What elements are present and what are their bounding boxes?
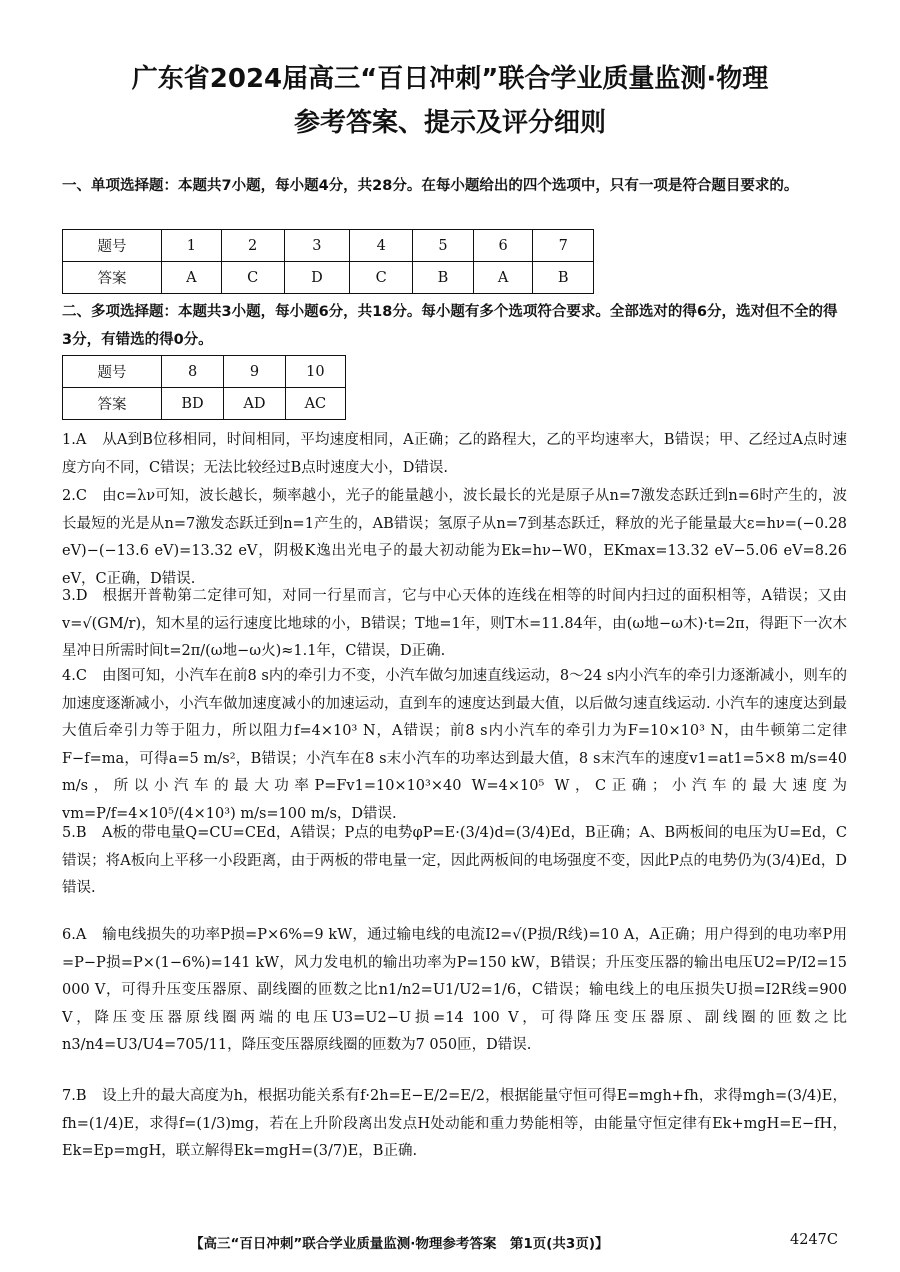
page-title: 广东省2024届高三“百日冲刺”联合学业质量监测·物理 bbox=[131, 64, 769, 94]
table-cell: 题号 bbox=[63, 356, 162, 388]
table-row bbox=[63, 356, 346, 388]
answer-item-5 bbox=[62, 820, 847, 903]
page-subtitle: 参考答案、提示及评分细则 bbox=[293, 108, 606, 138]
table-cell: BD bbox=[162, 388, 224, 420]
answer-item-3 bbox=[62, 583, 847, 666]
table-cell: AC bbox=[285, 388, 345, 420]
item-explanation: 从A到B位移相同，时间相同，平均速度相同，A正确；乙的路程大，乙的平均速率大，B错误；甲、乙经过A点时速度方向不同，C错误；无法比较经过B点时速度大小，D错误. bbox=[62, 432, 847, 476]
section1-heading: 一、单项选择题：本题共7小题，每小题4分，共28分。在每小题给出的四个选项中，只有一项是符合题目要求的。 bbox=[62, 178, 799, 194]
table-cell: 题号 bbox=[63, 230, 162, 262]
table-cell: C bbox=[221, 262, 284, 294]
item-explanation: 设上升的最大高度为h，根据功能关系有f·2h=E−E/2=E/2，根据能量守恒可得E=mgh+fh，求得mgh=(3/4)E，fh=(1/4)E，求得f=(1/3)mg，若在上升阶段离出发点H处动能和重力势能相等，由能量守恒定律有Ek+mgH=E−fH，Ek=Ep=mgH，联立解得Ek=mgH=(3/7)E，B正确. bbox=[62, 1088, 847, 1160]
table-cell: AD bbox=[224, 388, 286, 420]
item-number: 1.A bbox=[62, 432, 87, 448]
table-cell: A bbox=[473, 262, 533, 294]
table-cell: 7 bbox=[533, 230, 594, 262]
table-cell: B bbox=[533, 262, 594, 294]
table-cell: 9 bbox=[224, 356, 286, 388]
table-row bbox=[63, 262, 594, 294]
answer-item-6 bbox=[62, 922, 847, 1060]
item-explanation: 根据开普勒第二定律可知，对同一行星而言，它与中心天体的连线在相等的时间内扫过的面积相等，A错误；又由v=√(GM/r)，知木星的运行速度比地球的小，B错误；T地=1年，则T木=11.84年，由(ω地−ω木)·t=2π，得距下一次木星冲日所需时间t=2π/(ω地−ω火)≈1.1年，C错误，D正确. bbox=[62, 588, 847, 660]
table-cell: 2 bbox=[221, 230, 284, 262]
table-row bbox=[63, 388, 346, 420]
table-cell: B bbox=[413, 262, 474, 294]
answer-item-2 bbox=[62, 483, 847, 593]
item-explanation: 由c=λν可知，波长越长，频率越小，光子的能量越小，波长最长的光是原子从n=7激发态跃迁到n=6时产生的，波长最短的光是从n=7激发态跃迁到n=1产生的，AB错误；氢原子从n=7到基态跃迁，释放的光子能量最大ε=hν=(−0.28 eV)−(−13.6 eV)=13.32 eV，阴极K逸出光电子的最大初动能为Ek=hν−W0，EKmax=13.32 eV−5.06 eV=8.26 eV，C正确，D错误. bbox=[62, 488, 847, 587]
table-cell: 3 bbox=[284, 230, 350, 262]
footer-label: 【高三“百日冲刺”联合学业质量监测·物理参考答案 第1页(共3页)】 bbox=[190, 1236, 609, 1252]
item-number: 6.A bbox=[62, 927, 87, 943]
item-explanation: 输电线损失的功率P损=P×6%=9 kW，通过输电线的电流I2=√(P损/R线)=10 A，A正确；用户得到的电功率P用=P−P损=P×(1−6%)=141 kW，风力发电机的输出功率为P=150 kW，B错误；升压变压器的输出电压U2=P/I2=15 000 V，可得升压变压器原、副线圈的匝数之比n1/n2=U1/U2=1/6，C错误；输电线上的电压损失U损=I2R线=900 V，降压变压器原线圈两端的电压U3=U2−U损=14 100 V，可得降压变压器原、副线圈的匝数之比n3/n4=U3/U4=705/11，降压变压器原线圈的匝数为7 050匝，D错误. bbox=[62, 927, 847, 1054]
item-explanation: 由图可知，小汽车在前8 s内的牵引力不变，小汽车做匀加速直线运动，8～24 s内小汽车的牵引力逐渐减小，则车的加速度逐渐减小，小汽车做加速度减小的加速运动，直到车的速度达到最大值，以后做匀速直线运动. 小汽车的速度达到最大值后牵引力等于阻力，所以阻力f=4×10³ N，A错误；前8 s内小汽车的牵引力为F=10×10³ N，由牛顿第二定律F−f=ma，可得a=5 m/s²，B错误；小汽车在8 s末小汽车的功率达到最大值，8 s末汽车的速度v1=at1=5×8 m/s=40 m/s，所以小汽车的最大功率P=Fv1=10×10³×40 W=4×10⁵ W，C正确；小汽车的最大速度为vm=P/f=4×10⁵/(4×10³) m/s=100 m/s，D错误. bbox=[62, 668, 847, 822]
table-cell: 5 bbox=[413, 230, 474, 262]
table-cell: A bbox=[162, 262, 222, 294]
answer-item-7 bbox=[62, 1083, 847, 1166]
item-number: 3.D bbox=[62, 588, 88, 604]
item-number: 5.B bbox=[62, 825, 87, 841]
table-cell: 1 bbox=[162, 230, 222, 262]
table-cell: 答案 bbox=[63, 388, 162, 420]
paper-code: 4247C bbox=[790, 1232, 838, 1248]
answer-item-1 bbox=[62, 427, 847, 482]
table-cell: 6 bbox=[473, 230, 533, 262]
answer-item-4 bbox=[62, 663, 847, 829]
item-explanation: A板的带电量Q=CU=CEd，A错误；P点的电势φP=E·(3/4)d=(3/4)Ed，B正确；A、B两板间的电压为U=Ed，C错误；将A板向上平移一小段距离，由于两板的带电量一定，因此两板间的电场强度不变，因此P点的电势仍为(3/4)Ed，D错误. bbox=[62, 825, 847, 897]
section2-heading: 二、多项选择题：本题共3小题，每小题6分，共18分。每小题有多个选项符合要求。全部选对的得6分，选对但不全的得3分，有错选的得0分。 bbox=[62, 304, 838, 348]
table-cell: 8 bbox=[162, 356, 224, 388]
table-cell: 4 bbox=[350, 230, 413, 262]
single-choice-answer-table bbox=[62, 229, 594, 294]
item-number: 4.C bbox=[62, 668, 87, 684]
multi-choice-answer-table bbox=[62, 355, 346, 420]
item-number: 2.C bbox=[62, 488, 87, 504]
table-cell: 10 bbox=[285, 356, 345, 388]
table-cell: C bbox=[350, 262, 413, 294]
item-number: 7.B bbox=[62, 1088, 87, 1104]
table-cell: D bbox=[284, 262, 350, 294]
table-cell: 答案 bbox=[63, 262, 162, 294]
table-row bbox=[63, 230, 594, 262]
